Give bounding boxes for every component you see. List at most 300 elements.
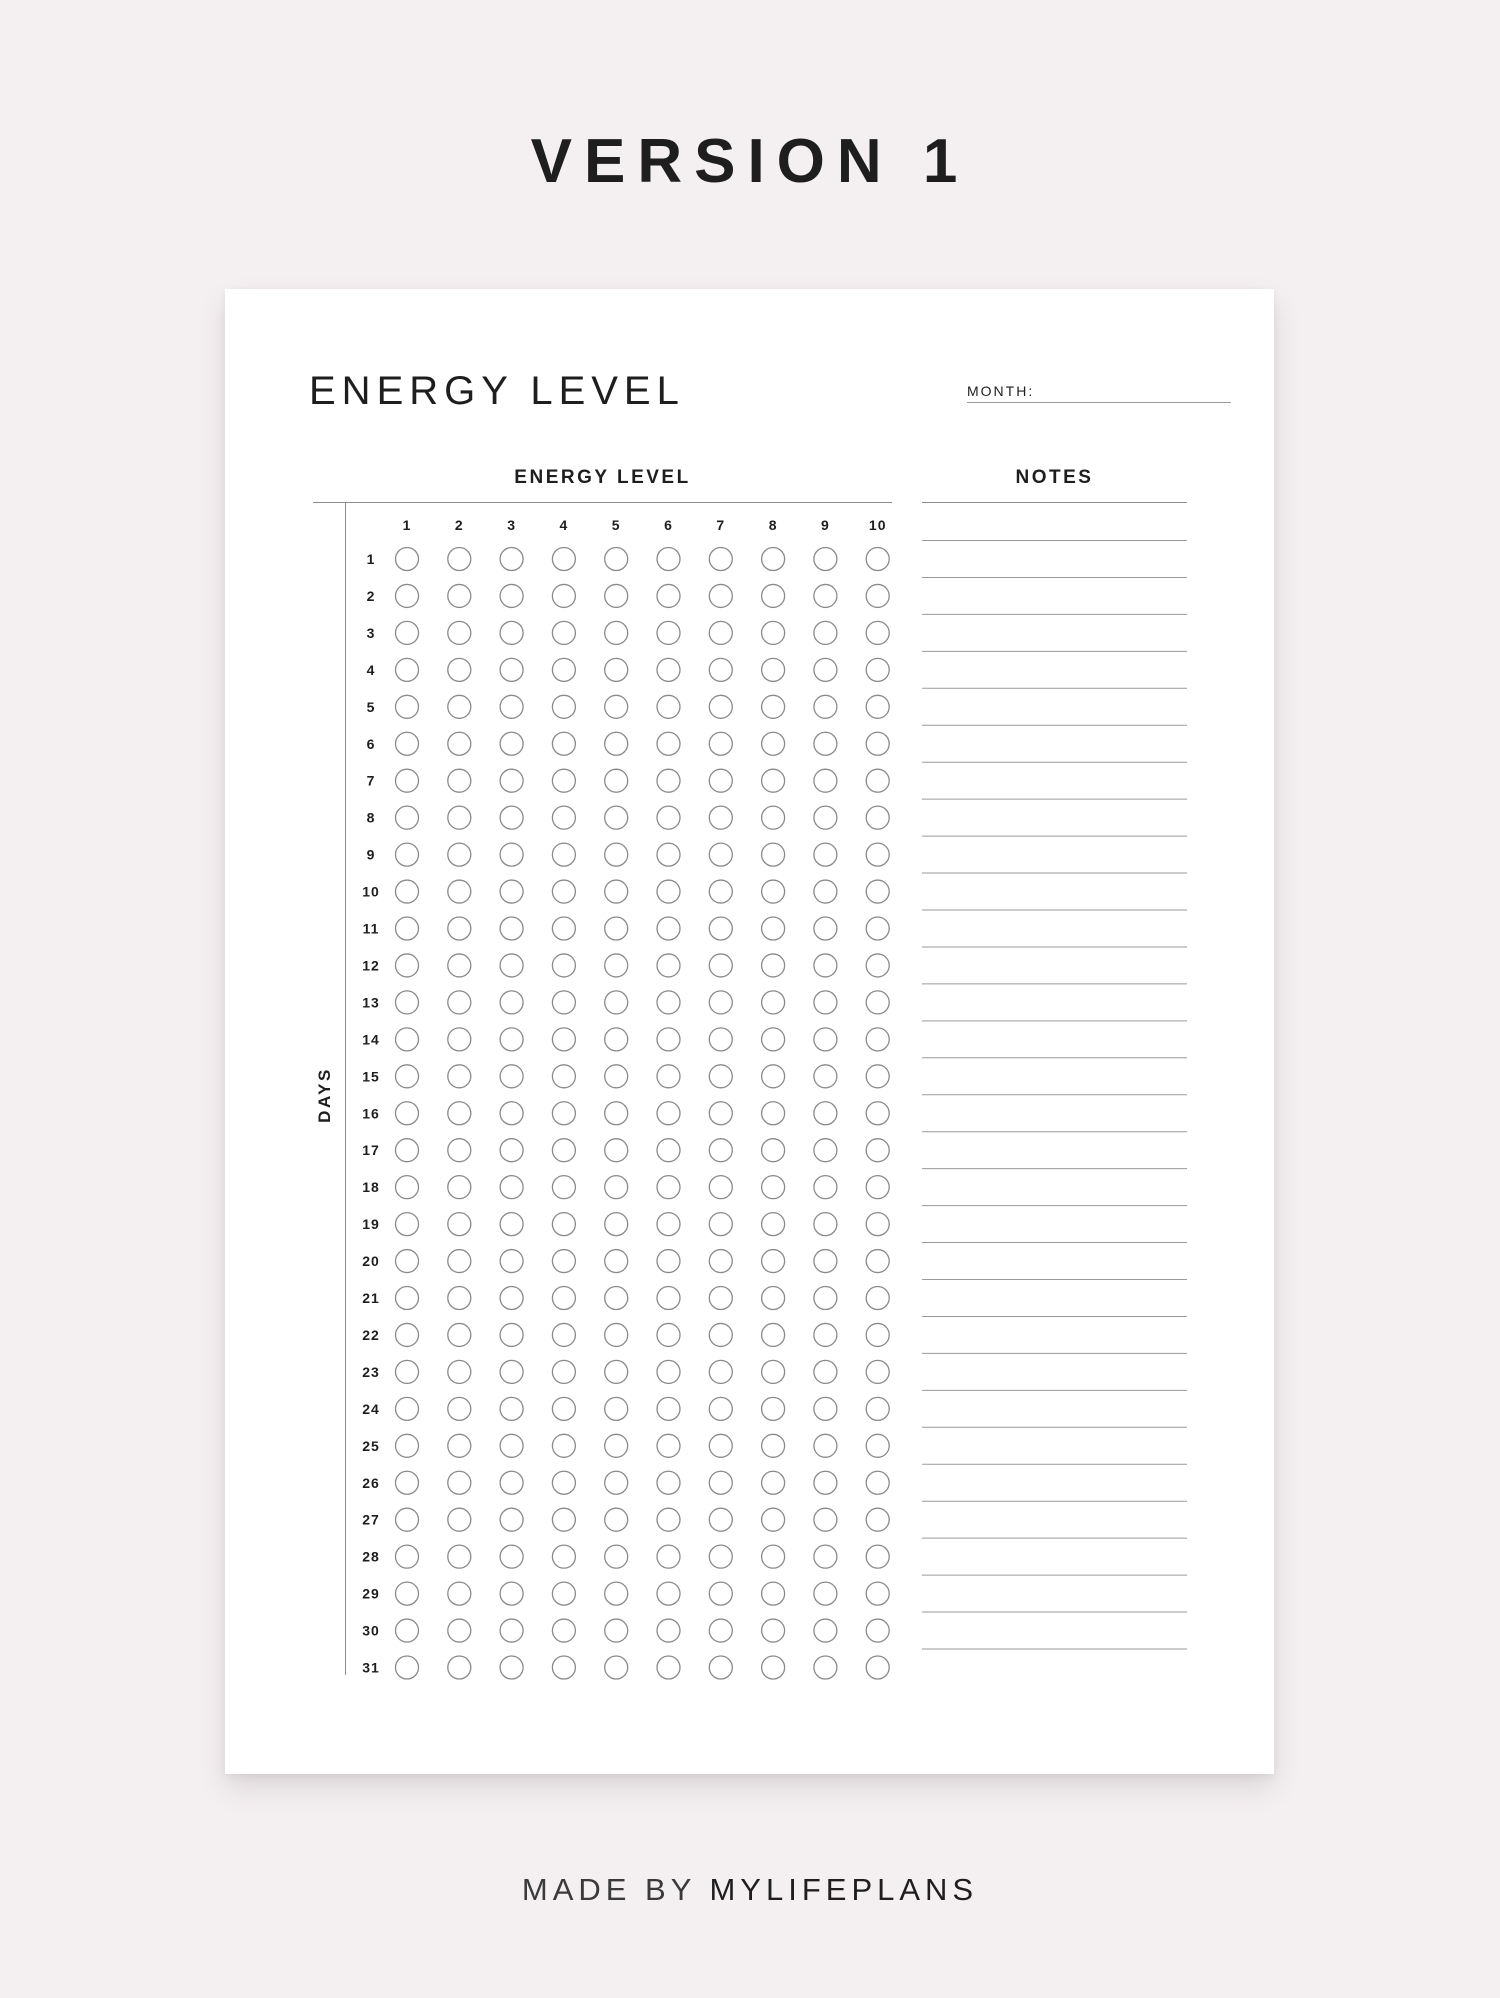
energy-bubble-day-18-level-2[interactable] [448, 1176, 471, 1199]
energy-bubble-day-1-level-7[interactable] [709, 548, 732, 571]
energy-bubble-day-22-level-3[interactable] [500, 1323, 523, 1346]
energy-bubble-day-6-level-7[interactable] [709, 732, 732, 755]
energy-bubble-day-26-level-4[interactable] [552, 1471, 575, 1494]
energy-bubble-day-10-level-5[interactable] [605, 880, 628, 903]
energy-bubble-day-27-level-4[interactable] [552, 1508, 575, 1531]
energy-bubble-day-12-level-10[interactable] [866, 954, 889, 977]
energy-bubble-day-9-level-2[interactable] [448, 843, 471, 866]
energy-bubble-day-5-level-4[interactable] [552, 695, 575, 718]
energy-bubble-day-23-level-7[interactable] [709, 1360, 732, 1383]
energy-bubble-day-13-level-2[interactable] [448, 991, 471, 1014]
energy-bubble-day-28-level-8[interactable] [762, 1545, 785, 1568]
energy-bubble-day-2-level-8[interactable] [762, 584, 785, 607]
energy-bubble-day-28-level-1[interactable] [396, 1545, 419, 1568]
energy-bubble-day-31-level-10[interactable] [866, 1656, 889, 1679]
energy-bubble-day-7-level-3[interactable] [500, 769, 523, 792]
energy-bubble-day-15-level-10[interactable] [866, 1065, 889, 1088]
energy-bubble-day-16-level-7[interactable] [709, 1102, 732, 1125]
energy-bubble-day-10-level-2[interactable] [448, 880, 471, 903]
energy-bubble-day-20-level-8[interactable] [762, 1250, 785, 1273]
energy-bubble-day-4-level-7[interactable] [709, 658, 732, 681]
energy-bubble-day-30-level-4[interactable] [552, 1619, 575, 1642]
energy-bubble-day-29-level-9[interactable] [814, 1582, 837, 1605]
energy-bubble-day-28-level-10[interactable] [866, 1545, 889, 1568]
energy-bubble-day-19-level-5[interactable] [605, 1213, 628, 1236]
energy-bubble-day-27-level-2[interactable] [448, 1508, 471, 1531]
energy-bubble-day-21-level-6[interactable] [657, 1287, 680, 1310]
energy-bubble-day-12-level-9[interactable] [814, 954, 837, 977]
energy-bubble-day-30-level-9[interactable] [814, 1619, 837, 1642]
energy-bubble-day-2-level-1[interactable] [396, 584, 419, 607]
energy-bubble-day-26-level-6[interactable] [657, 1471, 680, 1494]
energy-bubble-day-31-level-9[interactable] [814, 1656, 837, 1679]
energy-bubble-day-13-level-4[interactable] [552, 991, 575, 1014]
energy-bubble-day-16-level-10[interactable] [866, 1102, 889, 1125]
energy-bubble-day-8-level-1[interactable] [396, 806, 419, 829]
energy-bubble-day-6-level-6[interactable] [657, 732, 680, 755]
energy-bubble-day-11-level-2[interactable] [448, 917, 471, 940]
energy-bubble-day-1-level-5[interactable] [605, 548, 628, 571]
energy-bubble-day-9-level-4[interactable] [552, 843, 575, 866]
energy-bubble-day-11-level-6[interactable] [657, 917, 680, 940]
energy-bubble-day-12-level-5[interactable] [605, 954, 628, 977]
energy-bubble-day-5-level-5[interactable] [605, 695, 628, 718]
energy-bubble-day-13-level-9[interactable] [814, 991, 837, 1014]
energy-bubble-day-5-level-2[interactable] [448, 695, 471, 718]
energy-bubble-day-17-level-3[interactable] [500, 1139, 523, 1162]
energy-bubble-day-2-level-3[interactable] [500, 584, 523, 607]
energy-bubble-day-26-level-7[interactable] [709, 1471, 732, 1494]
energy-bubble-day-3-level-9[interactable] [814, 621, 837, 644]
energy-bubble-day-22-level-2[interactable] [448, 1323, 471, 1346]
energy-bubble-day-7-level-8[interactable] [762, 769, 785, 792]
energy-bubble-day-25-level-3[interactable] [500, 1434, 523, 1457]
energy-bubble-day-25-level-9[interactable] [814, 1434, 837, 1457]
energy-bubble-day-24-level-7[interactable] [709, 1397, 732, 1420]
energy-bubble-day-24-level-4[interactable] [552, 1397, 575, 1420]
energy-bubble-day-8-level-10[interactable] [866, 806, 889, 829]
energy-bubble-day-28-level-4[interactable] [552, 1545, 575, 1568]
energy-bubble-day-21-level-9[interactable] [814, 1287, 837, 1310]
energy-bubble-day-6-level-1[interactable] [396, 732, 419, 755]
energy-bubble-day-20-level-6[interactable] [657, 1250, 680, 1273]
energy-bubble-day-24-level-2[interactable] [448, 1397, 471, 1420]
energy-bubble-day-19-level-8[interactable] [762, 1213, 785, 1236]
energy-bubble-day-17-level-10[interactable] [866, 1139, 889, 1162]
energy-bubble-day-18-level-3[interactable] [500, 1176, 523, 1199]
energy-bubble-day-28-level-2[interactable] [448, 1545, 471, 1568]
energy-bubble-day-8-level-4[interactable] [552, 806, 575, 829]
energy-bubble-day-29-level-10[interactable] [866, 1582, 889, 1605]
energy-bubble-day-12-level-2[interactable] [448, 954, 471, 977]
energy-bubble-day-1-level-6[interactable] [657, 548, 680, 571]
energy-bubble-day-23-level-1[interactable] [396, 1360, 419, 1383]
energy-bubble-day-21-level-1[interactable] [396, 1287, 419, 1310]
energy-bubble-day-10-level-3[interactable] [500, 880, 523, 903]
energy-bubble-day-20-level-4[interactable] [552, 1250, 575, 1273]
energy-bubble-day-4-level-3[interactable] [500, 658, 523, 681]
energy-bubble-day-15-level-3[interactable] [500, 1065, 523, 1088]
energy-bubble-day-25-level-2[interactable] [448, 1434, 471, 1457]
energy-bubble-day-21-level-3[interactable] [500, 1287, 523, 1310]
energy-bubble-day-26-level-9[interactable] [814, 1471, 837, 1494]
energy-bubble-day-25-level-10[interactable] [866, 1434, 889, 1457]
energy-bubble-day-21-level-2[interactable] [448, 1287, 471, 1310]
energy-bubble-day-29-level-1[interactable] [396, 1582, 419, 1605]
energy-bubble-day-5-level-8[interactable] [762, 695, 785, 718]
energy-bubble-day-16-level-9[interactable] [814, 1102, 837, 1125]
energy-bubble-day-11-level-7[interactable] [709, 917, 732, 940]
energy-bubble-day-9-level-6[interactable] [657, 843, 680, 866]
energy-bubble-day-17-level-4[interactable] [552, 1139, 575, 1162]
energy-bubble-day-11-level-4[interactable] [552, 917, 575, 940]
energy-bubble-day-18-level-6[interactable] [657, 1176, 680, 1199]
energy-bubble-day-27-level-5[interactable] [605, 1508, 628, 1531]
energy-bubble-day-7-level-9[interactable] [814, 769, 837, 792]
energy-bubble-day-9-level-10[interactable] [866, 843, 889, 866]
energy-bubble-day-30-level-3[interactable] [500, 1619, 523, 1642]
energy-bubble-day-14-level-5[interactable] [605, 1028, 628, 1051]
energy-bubble-day-30-level-2[interactable] [448, 1619, 471, 1642]
energy-bubble-day-27-level-8[interactable] [762, 1508, 785, 1531]
energy-bubble-day-24-level-5[interactable] [605, 1397, 628, 1420]
energy-bubble-day-6-level-4[interactable] [552, 732, 575, 755]
energy-bubble-day-9-level-3[interactable] [500, 843, 523, 866]
energy-bubble-day-4-level-4[interactable] [552, 658, 575, 681]
energy-bubble-day-22-level-5[interactable] [605, 1323, 628, 1346]
energy-bubble-day-7-level-1[interactable] [396, 769, 419, 792]
energy-bubble-day-13-level-8[interactable] [762, 991, 785, 1014]
energy-bubble-day-21-level-10[interactable] [866, 1287, 889, 1310]
energy-bubble-day-31-level-1[interactable] [396, 1656, 419, 1679]
energy-bubble-day-14-level-4[interactable] [552, 1028, 575, 1051]
energy-bubble-day-3-level-7[interactable] [709, 621, 732, 644]
energy-bubble-day-18-level-10[interactable] [866, 1176, 889, 1199]
energy-bubble-day-24-level-3[interactable] [500, 1397, 523, 1420]
energy-bubble-day-16-level-5[interactable] [605, 1102, 628, 1125]
energy-bubble-day-6-level-8[interactable] [762, 732, 785, 755]
energy-bubble-day-29-level-7[interactable] [709, 1582, 732, 1605]
energy-bubble-day-3-level-10[interactable] [866, 621, 889, 644]
energy-bubble-day-16-level-1[interactable] [396, 1102, 419, 1125]
energy-bubble-day-2-level-2[interactable] [448, 584, 471, 607]
energy-bubble-day-6-level-5[interactable] [605, 732, 628, 755]
energy-bubble-day-18-level-4[interactable] [552, 1176, 575, 1199]
energy-bubble-day-25-level-5[interactable] [605, 1434, 628, 1457]
energy-bubble-day-13-level-6[interactable] [657, 991, 680, 1014]
energy-bubble-day-24-level-8[interactable] [762, 1397, 785, 1420]
energy-bubble-day-22-level-9[interactable] [814, 1323, 837, 1346]
energy-bubble-day-17-level-9[interactable] [814, 1139, 837, 1162]
energy-bubble-day-1-level-8[interactable] [762, 548, 785, 571]
energy-bubble-day-2-level-10[interactable] [866, 584, 889, 607]
energy-bubble-day-10-level-9[interactable] [814, 880, 837, 903]
energy-bubble-day-31-level-2[interactable] [448, 1656, 471, 1679]
energy-bubble-day-15-level-5[interactable] [605, 1065, 628, 1088]
energy-bubble-day-4-level-1[interactable] [396, 658, 419, 681]
energy-bubble-day-12-level-8[interactable] [762, 954, 785, 977]
energy-bubble-day-7-level-6[interactable] [657, 769, 680, 792]
energy-bubble-day-2-level-6[interactable] [657, 584, 680, 607]
energy-bubble-day-12-level-3[interactable] [500, 954, 523, 977]
energy-bubble-day-25-level-6[interactable] [657, 1434, 680, 1457]
energy-bubble-day-2-level-9[interactable] [814, 584, 837, 607]
energy-bubble-day-31-level-7[interactable] [709, 1656, 732, 1679]
energy-bubble-day-4-level-2[interactable] [448, 658, 471, 681]
energy-bubble-day-18-level-9[interactable] [814, 1176, 837, 1199]
energy-bubble-day-28-level-3[interactable] [500, 1545, 523, 1568]
energy-bubble-day-19-level-9[interactable] [814, 1213, 837, 1236]
energy-bubble-day-8-level-7[interactable] [709, 806, 732, 829]
energy-bubble-day-28-level-5[interactable] [605, 1545, 628, 1568]
energy-bubble-day-7-level-10[interactable] [866, 769, 889, 792]
energy-bubble-day-27-level-1[interactable] [396, 1508, 419, 1531]
energy-bubble-day-11-level-5[interactable] [605, 917, 628, 940]
energy-bubble-day-24-level-1[interactable] [396, 1397, 419, 1420]
energy-bubble-day-23-level-9[interactable] [814, 1360, 837, 1383]
energy-bubble-day-8-level-3[interactable] [500, 806, 523, 829]
energy-bubble-day-30-level-1[interactable] [396, 1619, 419, 1642]
energy-bubble-day-28-level-9[interactable] [814, 1545, 837, 1568]
energy-bubble-day-5-level-9[interactable] [814, 695, 837, 718]
energy-bubble-day-14-level-6[interactable] [657, 1028, 680, 1051]
energy-bubble-day-11-level-8[interactable] [762, 917, 785, 940]
energy-bubble-day-2-level-7[interactable] [709, 584, 732, 607]
energy-bubble-day-12-level-4[interactable] [552, 954, 575, 977]
energy-bubble-day-8-level-5[interactable] [605, 806, 628, 829]
energy-bubble-day-25-level-4[interactable] [552, 1434, 575, 1457]
energy-bubble-day-4-level-10[interactable] [866, 658, 889, 681]
energy-bubble-day-19-level-2[interactable] [448, 1213, 471, 1236]
energy-bubble-day-8-level-6[interactable] [657, 806, 680, 829]
energy-bubble-day-16-level-8[interactable] [762, 1102, 785, 1125]
energy-bubble-day-17-level-2[interactable] [448, 1139, 471, 1162]
energy-bubble-day-25-level-7[interactable] [709, 1434, 732, 1457]
energy-bubble-day-1-level-4[interactable] [552, 548, 575, 571]
energy-bubble-day-7-level-2[interactable] [448, 769, 471, 792]
energy-bubble-day-28-level-6[interactable] [657, 1545, 680, 1568]
energy-bubble-day-22-level-10[interactable] [866, 1323, 889, 1346]
energy-bubble-day-11-level-3[interactable] [500, 917, 523, 940]
energy-bubble-day-15-level-1[interactable] [396, 1065, 419, 1088]
energy-bubble-day-22-level-8[interactable] [762, 1323, 785, 1346]
energy-bubble-day-2-level-4[interactable] [552, 584, 575, 607]
energy-bubble-day-6-level-9[interactable] [814, 732, 837, 755]
energy-bubble-day-9-level-1[interactable] [396, 843, 419, 866]
energy-bubble-day-10-level-10[interactable] [866, 880, 889, 903]
energy-bubble-day-13-level-10[interactable] [866, 991, 889, 1014]
energy-bubble-day-10-level-7[interactable] [709, 880, 732, 903]
energy-bubble-day-23-level-8[interactable] [762, 1360, 785, 1383]
energy-bubble-day-17-level-1[interactable] [396, 1139, 419, 1162]
energy-bubble-day-20-level-10[interactable] [866, 1250, 889, 1273]
energy-bubble-day-13-level-5[interactable] [605, 991, 628, 1014]
energy-bubble-day-18-level-5[interactable] [605, 1176, 628, 1199]
energy-bubble-day-3-level-3[interactable] [500, 621, 523, 644]
energy-bubble-day-26-level-5[interactable] [605, 1471, 628, 1494]
energy-bubble-day-18-level-8[interactable] [762, 1176, 785, 1199]
energy-bubble-day-15-level-4[interactable] [552, 1065, 575, 1088]
energy-bubble-day-27-level-10[interactable] [866, 1508, 889, 1531]
energy-bubble-day-24-level-6[interactable] [657, 1397, 680, 1420]
energy-bubble-day-29-level-2[interactable] [448, 1582, 471, 1605]
energy-bubble-day-17-level-5[interactable] [605, 1139, 628, 1162]
energy-bubble-day-8-level-2[interactable] [448, 806, 471, 829]
energy-bubble-day-31-level-6[interactable] [657, 1656, 680, 1679]
energy-bubble-day-27-level-7[interactable] [709, 1508, 732, 1531]
energy-bubble-day-14-level-3[interactable] [500, 1028, 523, 1051]
energy-bubble-day-2-level-5[interactable] [605, 584, 628, 607]
energy-bubble-day-23-level-6[interactable] [657, 1360, 680, 1383]
energy-bubble-day-20-level-7[interactable] [709, 1250, 732, 1273]
energy-bubble-day-18-level-7[interactable] [709, 1176, 732, 1199]
energy-bubble-day-29-level-5[interactable] [605, 1582, 628, 1605]
energy-bubble-day-22-level-6[interactable] [657, 1323, 680, 1346]
energy-bubble-day-12-level-1[interactable] [396, 954, 419, 977]
energy-bubble-day-4-level-9[interactable] [814, 658, 837, 681]
energy-bubble-day-15-level-7[interactable] [709, 1065, 732, 1088]
energy-bubble-day-29-level-3[interactable] [500, 1582, 523, 1605]
energy-bubble-day-6-level-2[interactable] [448, 732, 471, 755]
energy-bubble-day-29-level-6[interactable] [657, 1582, 680, 1605]
energy-bubble-day-31-level-8[interactable] [762, 1656, 785, 1679]
energy-bubble-day-20-level-1[interactable] [396, 1250, 419, 1273]
energy-bubble-day-10-level-6[interactable] [657, 880, 680, 903]
energy-bubble-day-30-level-6[interactable] [657, 1619, 680, 1642]
energy-bubble-day-1-level-1[interactable] [396, 548, 419, 571]
energy-bubble-day-16-level-2[interactable] [448, 1102, 471, 1125]
energy-bubble-day-25-level-1[interactable] [396, 1434, 419, 1457]
energy-bubble-day-5-level-10[interactable] [866, 695, 889, 718]
energy-bubble-day-29-level-4[interactable] [552, 1582, 575, 1605]
energy-bubble-day-16-level-4[interactable] [552, 1102, 575, 1125]
energy-bubble-day-30-level-8[interactable] [762, 1619, 785, 1642]
energy-bubble-day-19-level-7[interactable] [709, 1213, 732, 1236]
energy-bubble-day-10-level-4[interactable] [552, 880, 575, 903]
energy-bubble-day-21-level-8[interactable] [762, 1287, 785, 1310]
energy-bubble-day-5-level-6[interactable] [657, 695, 680, 718]
energy-bubble-day-14-level-2[interactable] [448, 1028, 471, 1051]
energy-bubble-day-26-level-2[interactable] [448, 1471, 471, 1494]
energy-bubble-day-15-level-8[interactable] [762, 1065, 785, 1088]
energy-bubble-day-5-level-7[interactable] [709, 695, 732, 718]
energy-bubble-day-8-level-8[interactable] [762, 806, 785, 829]
energy-bubble-day-15-level-2[interactable] [448, 1065, 471, 1088]
energy-bubble-day-1-level-10[interactable] [866, 548, 889, 571]
energy-bubble-day-4-level-6[interactable] [657, 658, 680, 681]
energy-bubble-day-10-level-8[interactable] [762, 880, 785, 903]
energy-bubble-day-7-level-4[interactable] [552, 769, 575, 792]
energy-bubble-day-1-level-2[interactable] [448, 548, 471, 571]
energy-bubble-day-9-level-9[interactable] [814, 843, 837, 866]
energy-bubble-day-21-level-4[interactable] [552, 1287, 575, 1310]
energy-bubble-day-11-level-1[interactable] [396, 917, 419, 940]
energy-bubble-day-3-level-1[interactable] [396, 621, 419, 644]
energy-bubble-day-19-level-4[interactable] [552, 1213, 575, 1236]
energy-bubble-day-20-level-3[interactable] [500, 1250, 523, 1273]
energy-bubble-day-30-level-7[interactable] [709, 1619, 732, 1642]
energy-bubble-day-21-level-5[interactable] [605, 1287, 628, 1310]
energy-bubble-day-3-level-5[interactable] [605, 621, 628, 644]
energy-bubble-day-14-level-10[interactable] [866, 1028, 889, 1051]
energy-bubble-day-11-level-10[interactable] [866, 917, 889, 940]
energy-bubble-day-16-level-3[interactable] [500, 1102, 523, 1125]
energy-bubble-day-1-level-3[interactable] [500, 548, 523, 571]
energy-bubble-day-21-level-7[interactable] [709, 1287, 732, 1310]
energy-bubble-day-19-level-6[interactable] [657, 1213, 680, 1236]
energy-bubble-day-12-level-6[interactable] [657, 954, 680, 977]
energy-bubble-day-3-level-4[interactable] [552, 621, 575, 644]
energy-bubble-day-9-level-7[interactable] [709, 843, 732, 866]
energy-bubble-day-9-level-8[interactable] [762, 843, 785, 866]
energy-bubble-day-5-level-3[interactable] [500, 695, 523, 718]
energy-bubble-day-7-level-7[interactable] [709, 769, 732, 792]
energy-bubble-day-14-level-1[interactable] [396, 1028, 419, 1051]
energy-bubble-day-13-level-1[interactable] [396, 991, 419, 1014]
energy-bubble-day-19-level-3[interactable] [500, 1213, 523, 1236]
energy-bubble-day-6-level-3[interactable] [500, 732, 523, 755]
energy-bubble-day-20-level-2[interactable] [448, 1250, 471, 1273]
energy-bubble-day-22-level-4[interactable] [552, 1323, 575, 1346]
energy-bubble-day-27-level-3[interactable] [500, 1508, 523, 1531]
energy-bubble-day-23-level-3[interactable] [500, 1360, 523, 1383]
energy-bubble-day-14-level-8[interactable] [762, 1028, 785, 1051]
energy-bubble-day-3-level-2[interactable] [448, 621, 471, 644]
energy-bubble-day-22-level-1[interactable] [396, 1323, 419, 1346]
energy-bubble-day-20-level-9[interactable] [814, 1250, 837, 1273]
energy-bubble-day-14-level-7[interactable] [709, 1028, 732, 1051]
energy-bubble-day-15-level-9[interactable] [814, 1065, 837, 1088]
energy-bubble-day-7-level-5[interactable] [605, 769, 628, 792]
energy-bubble-day-18-level-1[interactable] [396, 1176, 419, 1199]
energy-bubble-day-31-level-5[interactable] [605, 1656, 628, 1679]
energy-bubble-day-27-level-9[interactable] [814, 1508, 837, 1531]
energy-bubble-day-11-level-9[interactable] [814, 917, 837, 940]
energy-bubble-day-12-level-7[interactable] [709, 954, 732, 977]
energy-bubble-day-16-level-6[interactable] [657, 1102, 680, 1125]
energy-bubble-day-8-level-9[interactable] [814, 806, 837, 829]
energy-bubble-day-6-level-10[interactable] [866, 732, 889, 755]
energy-bubble-day-17-level-7[interactable] [709, 1139, 732, 1162]
energy-bubble-day-30-level-5[interactable] [605, 1619, 628, 1642]
energy-bubble-day-26-level-3[interactable] [500, 1471, 523, 1494]
energy-bubble-day-4-level-8[interactable] [762, 658, 785, 681]
energy-bubble-day-26-level-1[interactable] [396, 1471, 419, 1494]
energy-bubble-day-30-level-10[interactable] [866, 1619, 889, 1642]
energy-bubble-day-13-level-7[interactable] [709, 991, 732, 1014]
energy-bubble-day-31-level-3[interactable] [500, 1656, 523, 1679]
energy-bubble-day-19-level-1[interactable] [396, 1213, 419, 1236]
energy-bubble-day-20-level-5[interactable] [605, 1250, 628, 1273]
energy-bubble-day-3-level-8[interactable] [762, 621, 785, 644]
energy-bubble-day-23-level-4[interactable] [552, 1360, 575, 1383]
energy-bubble-day-28-level-7[interactable] [709, 1545, 732, 1568]
energy-bubble-day-24-level-10[interactable] [866, 1397, 889, 1420]
energy-bubble-day-19-level-10[interactable] [866, 1213, 889, 1236]
energy-bubble-day-23-level-2[interactable] [448, 1360, 471, 1383]
energy-bubble-day-14-level-9[interactable] [814, 1028, 837, 1051]
energy-bubble-day-25-level-8[interactable] [762, 1434, 785, 1457]
energy-bubble-day-10-level-1[interactable] [396, 880, 419, 903]
energy-bubble-day-3-level-6[interactable] [657, 621, 680, 644]
energy-bubble-day-1-level-9[interactable] [814, 548, 837, 571]
energy-bubble-day-17-level-6[interactable] [657, 1139, 680, 1162]
energy-bubble-day-27-level-6[interactable] [657, 1508, 680, 1531]
energy-bubble-day-5-level-1[interactable] [396, 695, 419, 718]
energy-bubble-day-23-level-5[interactable] [605, 1360, 628, 1383]
energy-bubble-day-29-level-8[interactable] [762, 1582, 785, 1605]
energy-bubble-day-26-level-10[interactable] [866, 1471, 889, 1494]
